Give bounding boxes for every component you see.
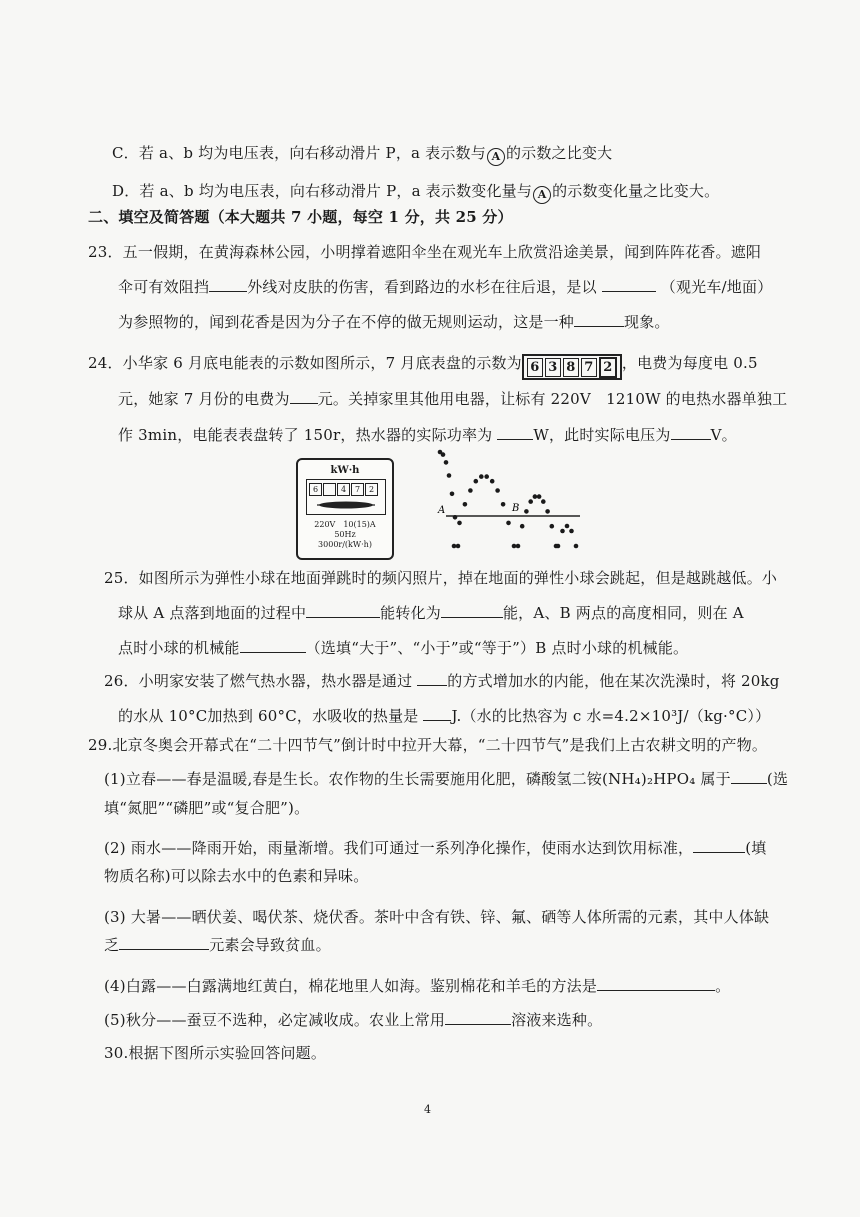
ball-dot [541,499,546,504]
ball-dot [447,473,452,478]
answer-blank[interactable] [306,603,380,618]
q29-text: (4)白露——白露满地红黄白，棉花地里人如海。鉴别棉花和羊毛的方法是 [104,977,598,995]
ball-dot [565,524,570,529]
q25-line2 [118,603,744,623]
q24-text: V。 [710,426,737,444]
option-d [112,181,719,204]
answer-blank[interactable] [209,277,247,292]
reading-digit: 7 [581,358,597,377]
answer-blank[interactable] [574,312,624,327]
ball-dot [520,524,525,529]
ball-dot [560,529,565,534]
q29-part4 [104,976,730,996]
q25-text: 能转化为 [380,604,441,622]
meter-unit: kW·h [330,465,360,476]
ball-dot [441,452,446,457]
q23-text: 伞可有效阻挡 [118,278,210,296]
q25-text: 点时小球的机械能 [118,639,240,657]
answer-blank[interactable] [290,389,318,404]
reading-digit: 6 [527,358,543,377]
ball-dot [456,544,461,549]
q25-text: （选填“大于”、“小于”或“等于”）B 点时小球的机械能。 [305,639,689,657]
ball-dot [484,474,489,479]
q26-line2 [118,706,770,726]
reading-digit: 8 [563,358,579,377]
ball-dot [490,479,495,484]
q23-text: 现象。 [624,313,670,331]
meter-digit: 6 [309,483,322,496]
q25-text: 能，A、B 两点的高度相同，则在 A [502,604,744,622]
meter-digit: 2 [365,483,378,496]
q23-text: （观光车/地面） [660,278,773,296]
answer-blank[interactable] [445,1010,511,1025]
reading-digit-decimal: 2 [599,357,617,378]
option-c-text: C．若 a、b 均为电压表，向右移动滑片 P，a 表示数与 [112,144,486,162]
q24-text: 24．小华家 6 月底电能表的示数如图所示，7 月底表盘的示数为 [88,354,522,372]
q29-part3-line1: (3) 大暑——晒伏姜、喝伏茶、烧伏香。茶叶中含有铁、锌、氟、硒等人体所需的元素，其中人体缺 [104,908,770,926]
q23-line2 [118,277,772,297]
q29-part2-line2: 物质名称)可以除去水中的色素和异味。 [104,867,369,885]
option-d-text: D．若 a、b 均为电压表，向右移动滑片 P，a 表示数变化量与 [112,182,533,200]
q24-text: 元，她家 7 月份的电费为 [118,390,290,408]
ball-dot [506,521,511,526]
ball-dot [495,488,500,493]
ball-dot [450,492,455,497]
q29-part2-line1 [104,838,767,858]
q29-text: 元素会导致贫血。 [209,936,331,954]
ball-dot [528,499,533,504]
ball-dot [453,515,458,520]
ball-dot [574,544,579,549]
q25-line3 [118,638,688,658]
option-c [112,143,612,166]
q24-text: 元。关掉家里其他用电器，让标有 220V 1210W 的电热水器单独工 [317,390,788,408]
answer-blank[interactable] [693,838,745,853]
ball-dot [556,544,561,549]
q23-line3 [118,312,670,332]
q26-text: J.（水的比热容为 c 水=4.2×10³J/（kg·°C）） [451,707,771,725]
q26-text: 的方式增加水的内能，他在某次洗澡时，将 20kg [447,672,780,690]
ball-dot [512,544,517,549]
option-d-text-end: 的示数变化量之比变大。 [552,182,720,200]
ball-dot [516,544,521,549]
answer-blank[interactable] [597,976,715,991]
q29-text: (选 [766,770,789,788]
ball-dot [524,509,529,514]
q29-part5 [104,1010,602,1030]
july-meter-reading [522,354,622,380]
q29-intro: 29.北京冬奥会开幕式在“二十四节气”倒计时中拉开大幕，“二十四节气”是我们上古农耕文明的产物。 [88,736,768,754]
q29-text: 溶液来选种。 [511,1011,603,1029]
meter-spec: 220V 10(15)A [314,520,376,529]
ball-dot [474,479,479,484]
ball-dot [569,529,574,534]
q30: 30.根据下图所示实验回答问题。 [104,1044,327,1062]
meter-spec: 3000r/(kW·h) [318,540,372,549]
meter-window [306,479,386,515]
ball-dot [545,509,550,514]
answer-blank[interactable] [497,425,533,440]
section-heading: 二、填空及简答题（本大题共 7 小题，每空 1 分，共 25 分） [88,208,513,226]
ball-dot [501,502,506,507]
meter-spec: 50Hz [334,530,356,539]
q24-line1 [88,353,758,380]
q29-text: (填 [745,839,767,857]
ball-dot [479,474,484,479]
ball-dot [550,524,555,529]
answer-blank[interactable] [671,425,711,440]
meter-digit: 4 [337,483,350,496]
ball-dot [452,544,457,549]
reading-digit: 3 [545,358,561,377]
q29-text: (1)立春——春是温暖,春是生长。农作物的生长需要施用化肥，磷酸氢二铵(NH₄)₂HPO₄ 属于 [104,770,731,788]
label-a: A [438,505,446,516]
ball-dot [533,494,538,499]
answer-blank[interactable] [731,769,767,784]
bouncing-ball-figure [428,446,588,558]
answer-blank[interactable] [441,603,503,618]
ball-positions [438,450,579,549]
q29-text: (2) 雨水——降雨开始，雨量渐增。我们可通过一系列净化操作，使雨水达到饮用标准， [104,839,694,857]
meter-digit: 7 [351,483,364,496]
q29-part1-line1 [104,769,788,789]
ball-dot [468,488,473,493]
q29-text: (5)秋分——蚕豆不选种，必定减收成。农业上常用 [104,1011,446,1029]
q25-line1: 25．如图所示为弹性小球在地面弹跳时的频闪照片，掉在地面的弹性小球会跳起，但是越跳越低。小 [104,569,778,587]
q25-text: 球从 A 点落到地面的过程中 [118,604,307,622]
answer-blank[interactable] [602,277,656,292]
page-number: 4 [424,1103,431,1116]
meter-digit [323,483,336,496]
option-c-text-end: 的示数之比变大 [505,144,613,162]
meter-digits [309,483,378,496]
q24-line2 [118,389,787,409]
q23-text: 外线对皮肤的伤害，看到路边的水杉在往后退，是以 [247,278,597,296]
answer-blank[interactable] [119,935,209,950]
q23-text: 为参照物的，闻到花香是因为分子在不停的做无规则运动，这是一种 [118,313,575,331]
ball-dot [463,502,468,507]
q24-text: W，此时实际电压为 [533,426,671,444]
q23-line1: 23．五一假期，在黄海森林公园，小明撑着遮阳伞坐在观光车上欣赏沿途美景，闻到阵阵花香。遮阳 [88,243,762,261]
q26-text: 的水从 10°C加热到 60°C，水吸收的热量是 [118,707,419,725]
ball-dot [457,521,462,526]
ammeter-symbol: A [487,148,505,166]
q24-text: ，电费为每度电 0.5 [621,354,758,372]
q29-part3-line2 [104,935,331,955]
answer-blank[interactable] [417,671,447,686]
q24-line3 [118,425,737,445]
q29-text: 乏 [104,936,120,954]
q26-text: 26．小明家安装了燃气热水器，热水器是通过 [104,672,413,690]
electric-meter-figure [296,458,394,560]
meter-disc-icon [315,499,377,511]
ball-dot [537,494,542,499]
q29-text: 。 [715,977,731,995]
q26-line1 [104,671,780,691]
ammeter-symbol: A [533,186,551,204]
answer-blank[interactable] [423,706,451,721]
answer-blank[interactable] [240,638,306,653]
label-b: B [512,503,520,514]
q24-text: 作 3min，电能表表盘转了 150r，热水器的实际功率为 [118,426,493,444]
ball-dot [444,460,449,465]
q29-part1-line2: 填“氮肥”“磷肥”或“复合肥”)。 [104,799,310,817]
